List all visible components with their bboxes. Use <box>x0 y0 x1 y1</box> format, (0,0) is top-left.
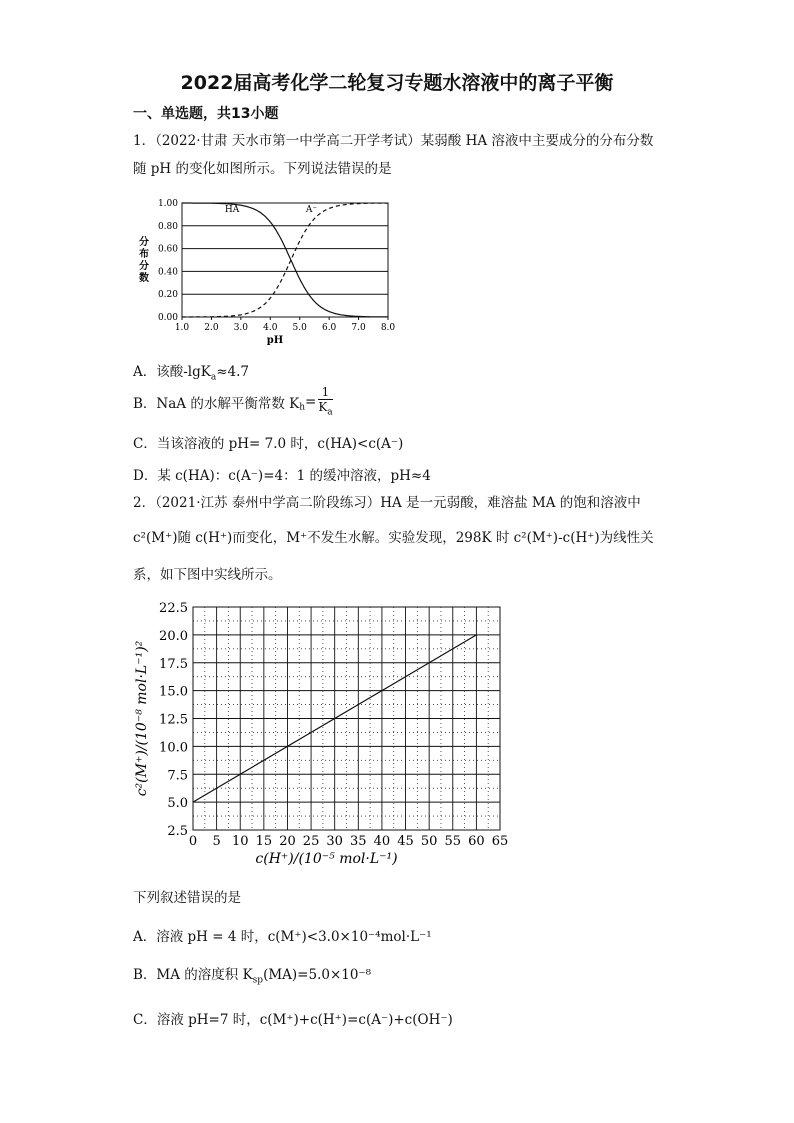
q2-option-a: A．溶液 pH = 4 时，c(M⁺)<3.0×10⁻⁴mol·L⁻¹ <box>133 929 432 945</box>
x-tick-label: 55 <box>444 834 462 849</box>
q2-linear-chart <box>130 596 520 881</box>
y-tick-label: 20.0 <box>159 628 188 644</box>
y-tick-label: 10.0 <box>159 740 188 756</box>
x-tick-label: 40 <box>373 834 391 849</box>
x-tick-label: 60 <box>468 834 485 849</box>
y-tick-label: 22.5 <box>159 601 188 616</box>
page-title: 2022届高考化学二轮复习专题水溶液中的离子平衡 <box>180 72 614 94</box>
x-tick-label: 1.0 <box>174 323 190 333</box>
series-line-a-minus <box>182 203 388 317</box>
x-tick-label: 2.0 <box>204 323 219 333</box>
x-tick-label: 0 <box>188 834 198 849</box>
y-tick-label: 0.20 <box>157 290 178 301</box>
y-axis-label-char: 分 <box>139 261 149 272</box>
y-axis-label-char: 数 <box>139 273 149 284</box>
y-tick-label: 5.0 <box>167 796 188 812</box>
series-line-ha <box>182 203 388 317</box>
x-tick-label: 8.0 <box>380 323 396 333</box>
y-axis-label-char: 分 <box>139 237 149 248</box>
y-tick-label: 12.5 <box>159 712 188 728</box>
y-tick-label: 0.40 <box>157 267 178 278</box>
q2-option-b: B．MA 的溶度积 $K_{sp}(MA)=5.0\times 10^{-8}$ <box>133 967 371 986</box>
fraction: $\frac{1}{K_a}$ <box>318 385 333 418</box>
x-tick-label: 65 <box>491 834 509 849</box>
x-tick-label: 35 <box>350 834 367 849</box>
q1-stem-line1: 1．（2022·甘肃 天水市第一中学高二开学考试）某弱酸 HA 溶液中主要成分的分布分数 <box>133 133 654 149</box>
y-axis-label-char: 布 <box>139 249 149 260</box>
x-tick-label: 10 <box>231 834 249 849</box>
y-tick-label: 15.0 <box>159 684 188 700</box>
x-tick-label: 5 <box>212 834 221 849</box>
x-tick-label: 4.0 <box>263 323 278 333</box>
x-axis-label: pH <box>266 335 284 346</box>
y-tick-label: 2.5 <box>167 824 188 839</box>
x-tick-label: 7.0 <box>351 323 366 333</box>
y-axis-label: c²(M⁺)/(10⁻⁸ mol·L⁻¹)² <box>134 640 150 797</box>
x-tick-label: 50 <box>420 834 438 849</box>
x-tick-label: 5.0 <box>292 323 307 333</box>
series-label-ha: HA <box>224 205 240 216</box>
q1-distribution-chart <box>130 192 400 352</box>
section-heading: 一、单选题，共13小题 <box>133 106 279 122</box>
x-tick-label: 25 <box>302 834 320 849</box>
q1-option-c: C．当该溶液的 pH= 7.0 时，c(HA)<c(A⁻) <box>133 436 404 452</box>
q2-question: 下列叙述错误的是 <box>133 890 241 906</box>
series-label-a-minus: A⁻ <box>305 205 318 216</box>
y-tick-label: 7.5 <box>167 768 188 784</box>
y-tick-label: 1.00 <box>157 199 178 209</box>
q2-stem-line3: 系，如下图中实线所示。 <box>133 567 282 583</box>
x-tick-label: 6.0 <box>321 323 337 333</box>
q2-stem-line1: 2．（2021·江苏 泰州中学高二阶段练习）HA 是一元弱酸，难溶盐 MA 的饱和溶液中 <box>133 495 641 511</box>
x-tick-label: 15 <box>255 834 273 849</box>
q1-option-d: D．某 c(HA)：c(A⁻)=4：1 的缓冲溶液，pH≈4 <box>133 468 431 484</box>
y-tick-label: 0.60 <box>157 244 178 255</box>
y-tick-label: 0.80 <box>157 221 178 232</box>
y-tick-label: 17.5 <box>159 656 188 672</box>
y-tick-label: 0.00 <box>157 313 178 323</box>
x-tick-label: 3.0 <box>233 323 249 333</box>
q1-stem-line2: 随 pH 的变化如图所示。下列说法错误的是 <box>133 161 392 177</box>
plot-frame <box>182 203 388 317</box>
q2-option-c: C．溶液 pH=7 时，c(M⁺)+c(H⁺)=c(A⁻)+c(OH⁻) <box>133 1012 453 1028</box>
q2-stem-line2: c²(M⁺)随 c(H⁺)而变化，M⁺不发生水解。实验发现，298K 时 c²(M⁺)-c(H⁺)为线性关 <box>133 530 654 546</box>
x-axis-label: c(H⁺)/(10⁻⁵ mol·L⁻¹) <box>255 851 398 867</box>
x-tick-label: 20 <box>279 834 296 849</box>
q1-option-b: B．NaA 的水解平衡常数 $K_h=$ $\frac{1}{K_a}$ <box>133 385 333 418</box>
x-tick-label: 30 <box>326 834 343 849</box>
x-tick-label: 45 <box>397 834 414 849</box>
q1-option-a: A．该酸-lgK$_a$≈4.7 <box>133 364 250 383</box>
